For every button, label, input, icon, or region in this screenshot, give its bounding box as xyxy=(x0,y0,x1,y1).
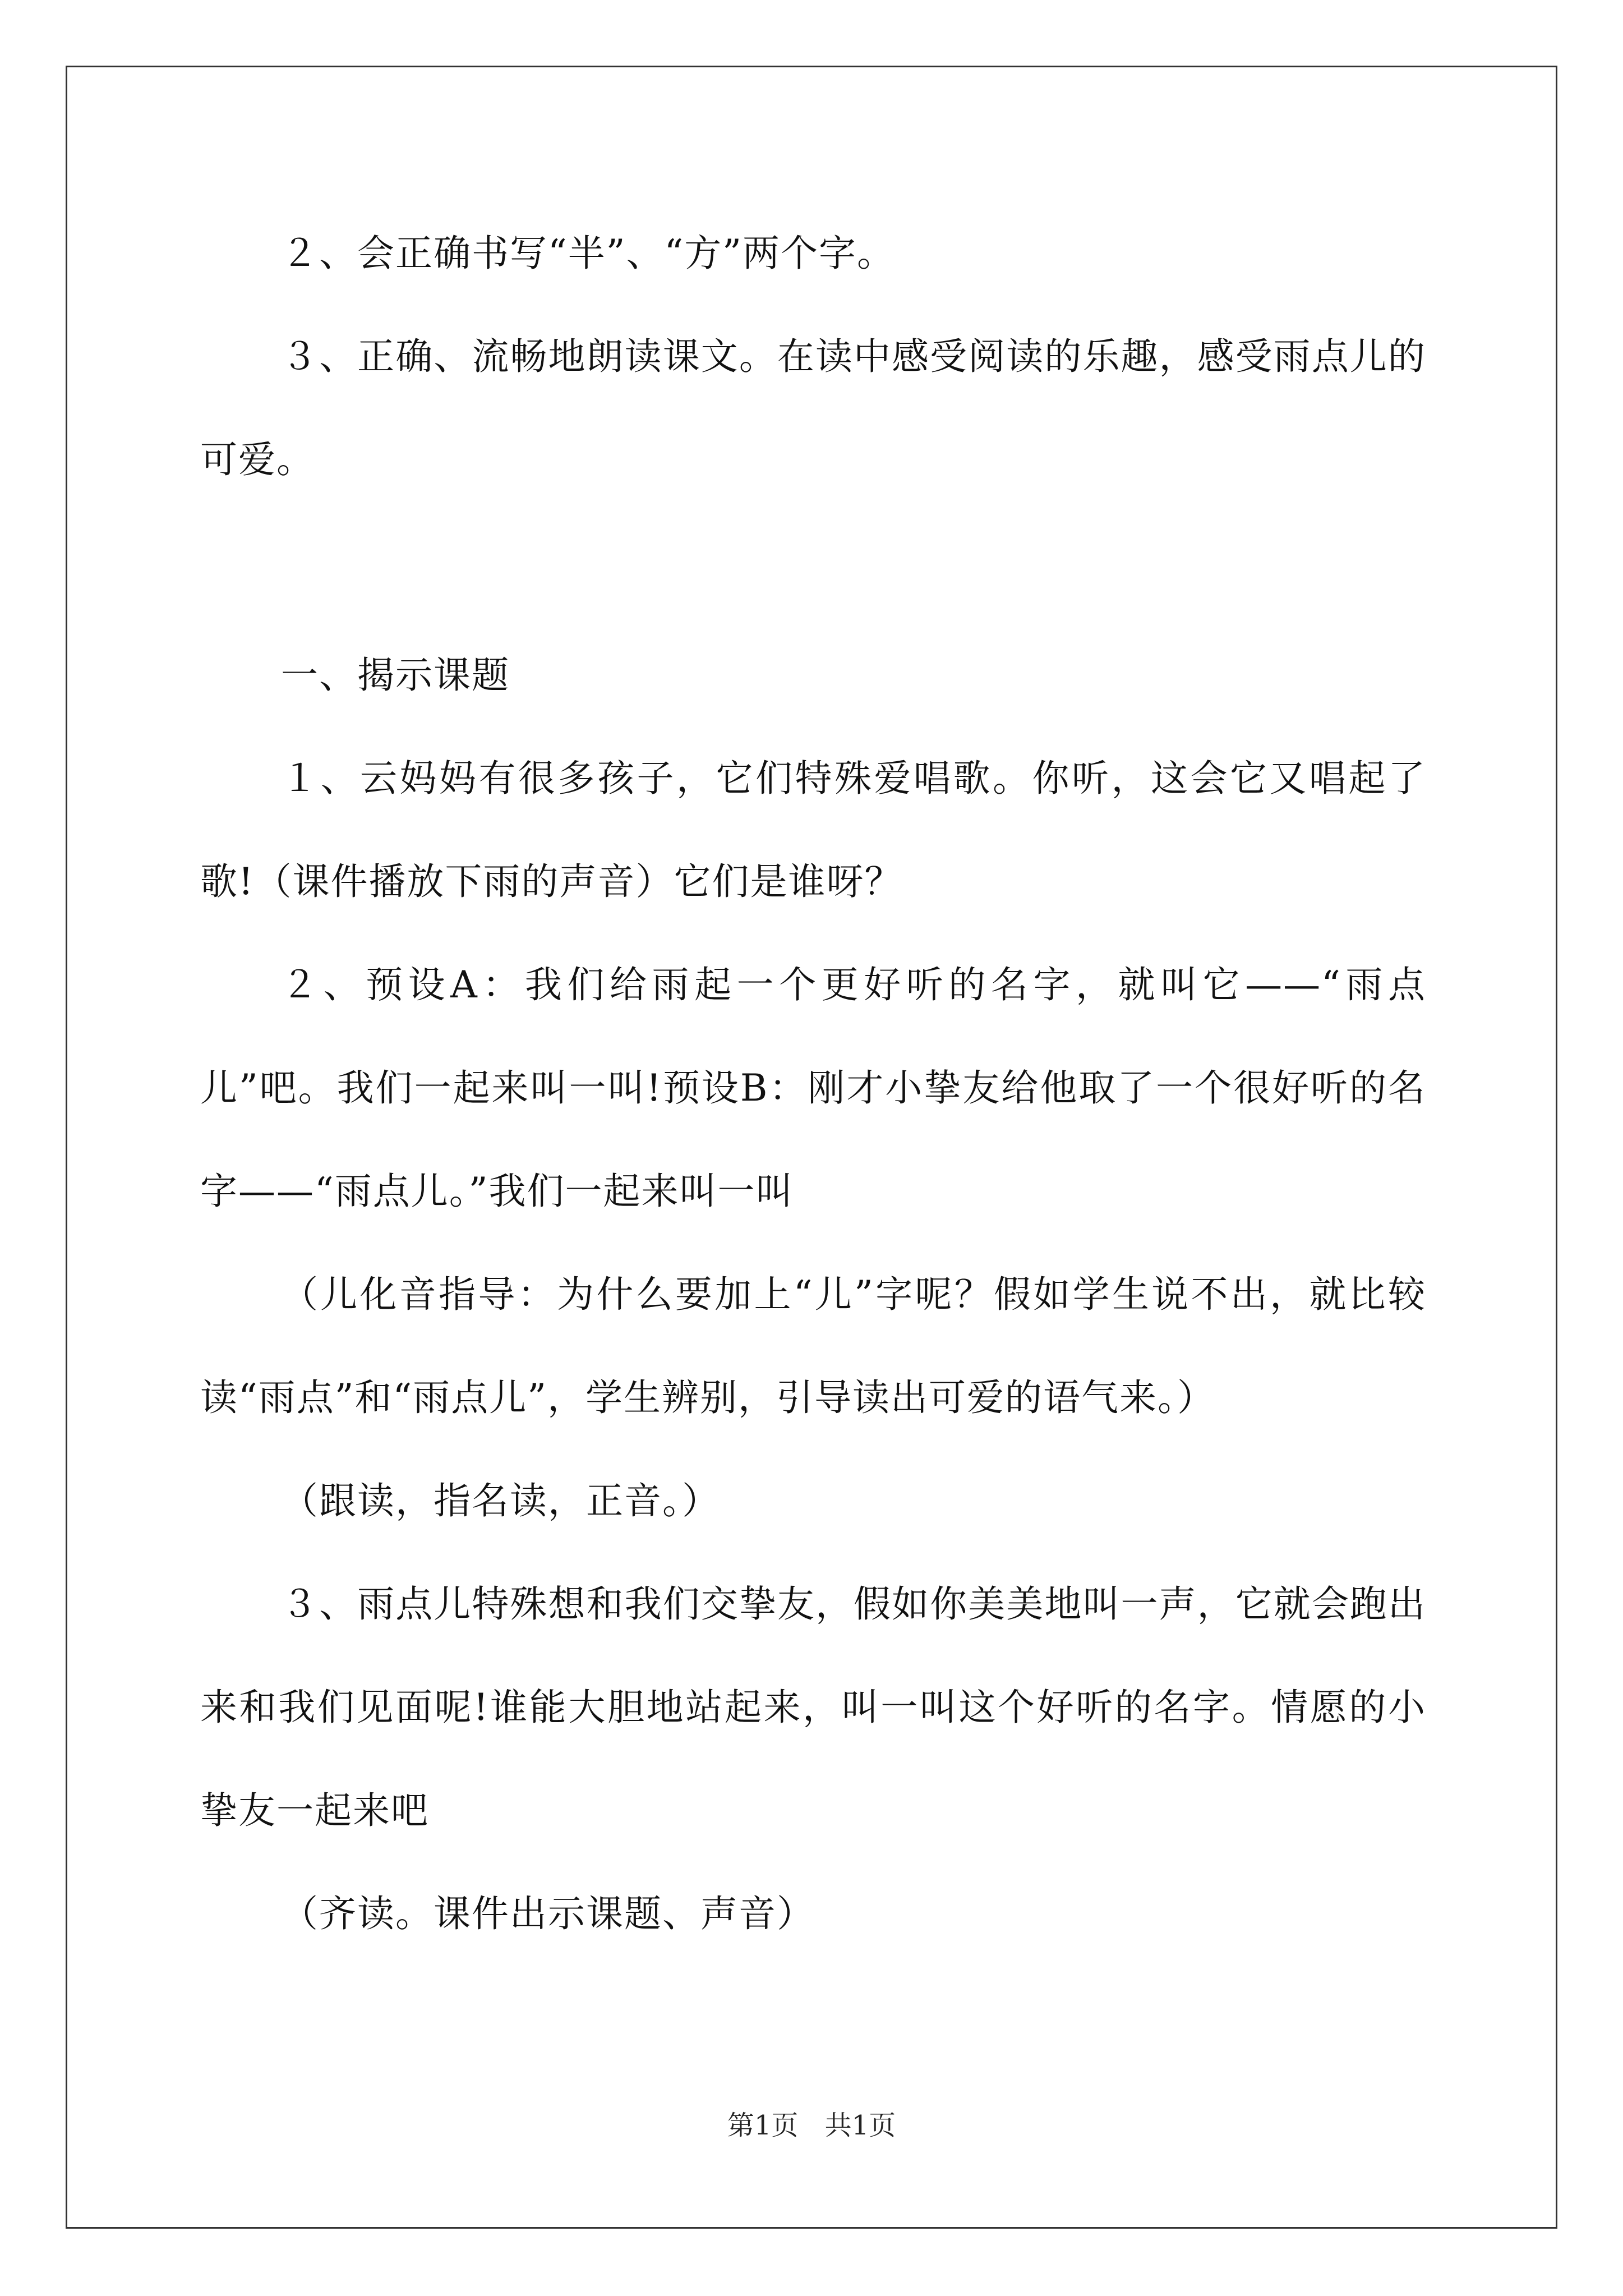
section-heading: 一、揭示课题 xyxy=(281,654,510,697)
paragraph: ３、雨点儿特殊想和我们交挚友，假如你美美地叫一声，它就会跑出来和我们见面呢!谁能大胆地站起来，叫一叫这个好听的名字。情愿的小挚友一起来吧 xyxy=(200,1582,1426,1832)
section-gap xyxy=(200,512,1426,624)
page-footer xyxy=(0,2104,1623,2142)
document-body xyxy=(200,202,1426,1966)
paragraph: （齐读。课件出示课题、声音） xyxy=(281,1892,815,1935)
paragraph: １、云妈妈有很多孩子，它们特殊爱唱歌。你听，这会它又唱起了歌!（课件播放下雨的声音）它们是谁呀？ xyxy=(200,757,1426,903)
paragraph: （跟读，指名读，正音。） xyxy=(281,1479,720,1522)
page-total: 共1页 xyxy=(824,2110,896,2141)
paragraph: ２、预设A：我们给雨起一个更好听的名字，就叫它——“雨点儿”吧。我们一起来叫一叫!预设B：刚才小挚友给他取了一个很好听的名字——“雨点儿。”我们一起来叫一叫 xyxy=(200,963,1426,1213)
paragraph: ３、正确、流畅地朗读课文。在读中感受阅读的乐趣，感受雨点儿的可爱。 xyxy=(200,335,1426,481)
paragraph: （儿化音指导：为什么要加上“儿”字呢？假如学生说不出，就比较读“雨点”和“雨点儿”，学生辨别，引导读出可爱的语气来。） xyxy=(200,1273,1426,1419)
paragraph: ２、会正确书写“半”、“方”两个字。 xyxy=(281,232,895,275)
page-number: 第1页 xyxy=(727,2110,799,2141)
